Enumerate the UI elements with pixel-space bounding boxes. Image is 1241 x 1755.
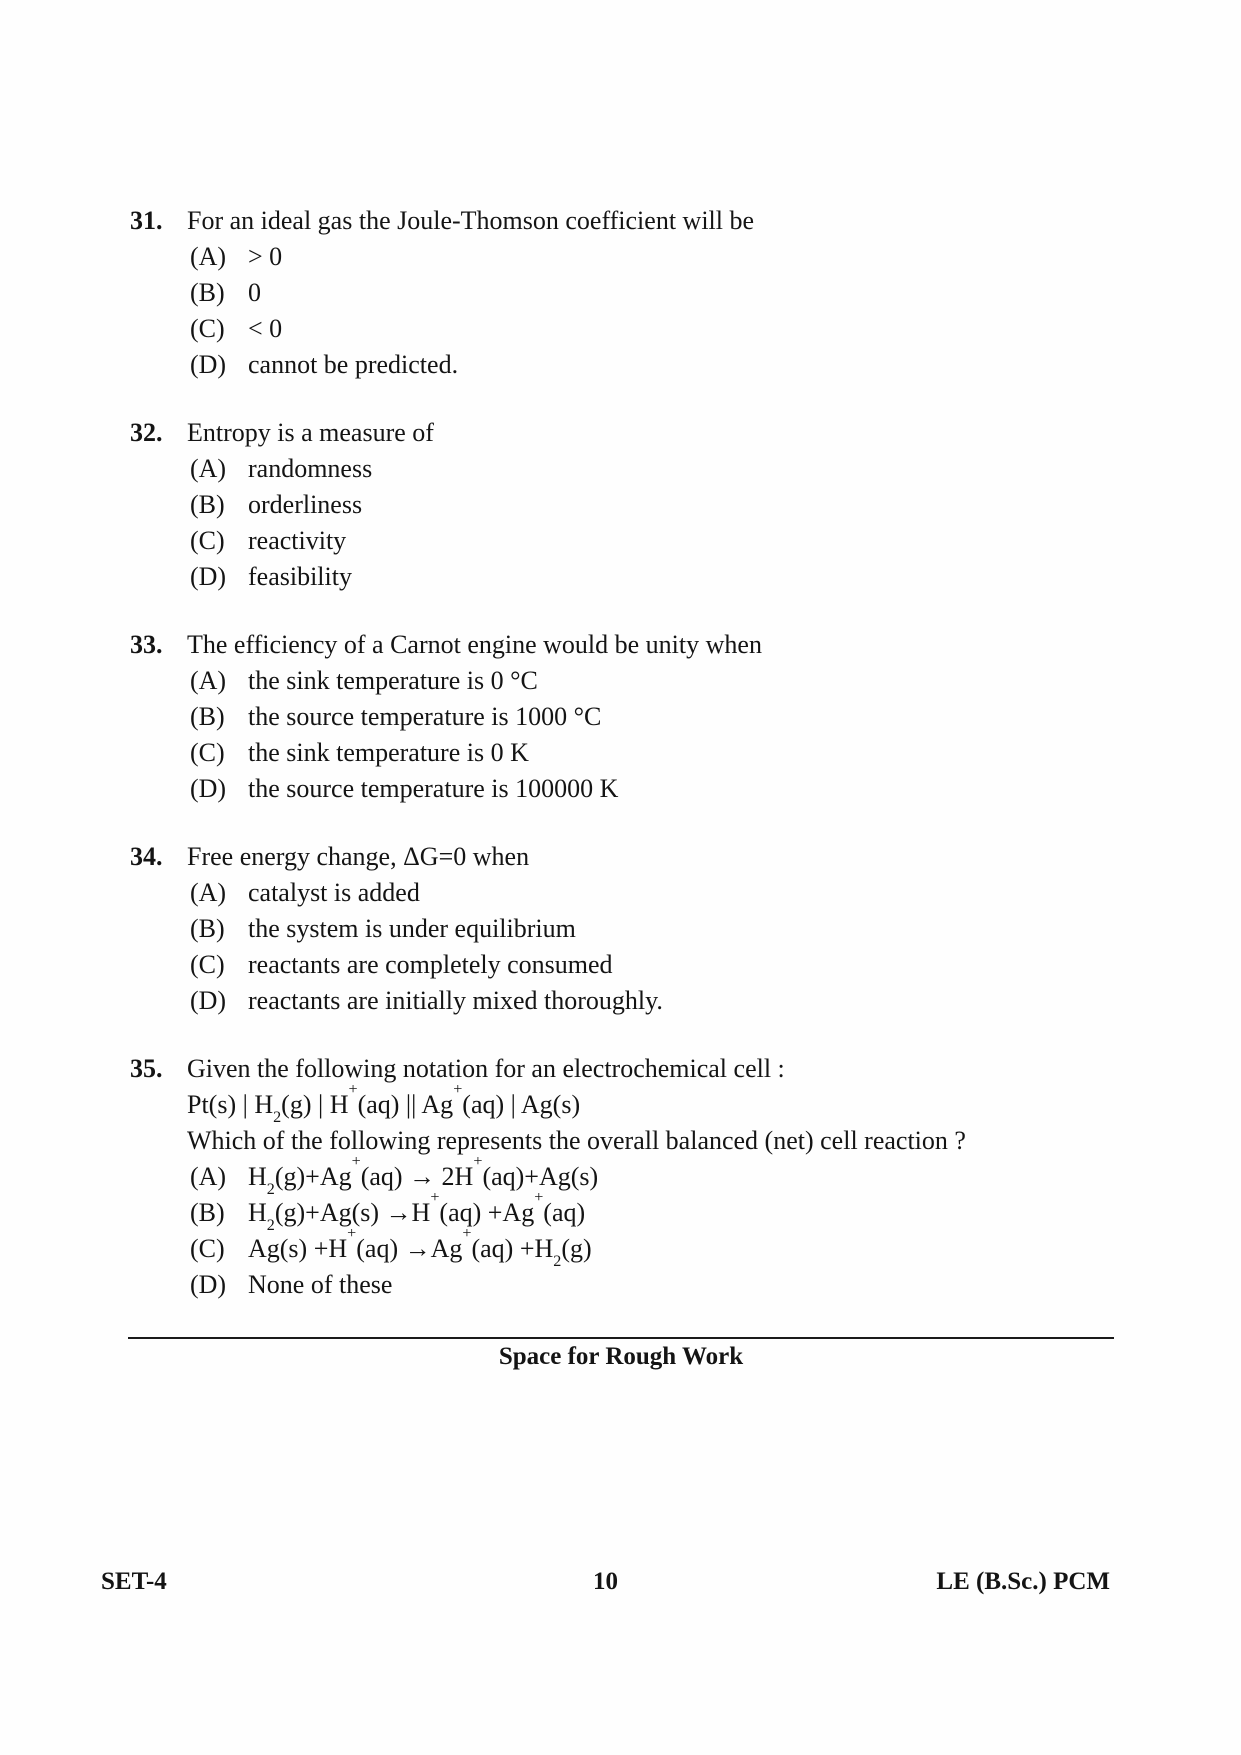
option <box>190 699 1125 735</box>
option <box>190 275 1125 311</box>
option-label: (A) <box>190 1162 227 1191</box>
page-footer <box>101 1566 1110 1598</box>
footer-course-label: LE (B.Sc.) PCM <box>936 1568 1110 1595</box>
question-body <box>187 415 1125 595</box>
option-text: feasibility <box>248 562 352 591</box>
option <box>190 947 1125 983</box>
options-list <box>190 451 1125 595</box>
option-text: 0 <box>248 278 261 307</box>
question-number: 35. <box>130 1054 163 1083</box>
option-label: (A) <box>190 878 227 907</box>
option-text: reactivity <box>248 526 347 555</box>
option <box>190 735 1125 771</box>
option-label: (B) <box>190 278 225 307</box>
option <box>190 487 1125 523</box>
question-number: 33. <box>130 630 163 659</box>
question-stem-line: Given the following notation for an electrochemical cell : <box>187 1054 785 1083</box>
question-body <box>187 1051 1125 1303</box>
question <box>130 1051 1125 1303</box>
question-body <box>187 203 1125 383</box>
question-body <box>187 627 1125 807</box>
option <box>190 1225 1125 1271</box>
option <box>190 983 1125 1019</box>
option <box>190 911 1125 947</box>
options-list <box>190 663 1125 807</box>
option-text: the source temperature is 100000 K <box>248 774 619 803</box>
supscript-text: + <box>462 1225 472 1243</box>
rough-work-label: Space for Rough Work <box>498 1343 744 1370</box>
option-text: None of these <box>248 1270 393 1299</box>
options-list <box>190 1153 1125 1303</box>
question-stem-line: Free energy change, ΔG=0 when <box>187 842 530 871</box>
footer-page-number: 10 <box>593 1568 618 1595</box>
options-list <box>190 875 1125 1019</box>
option-text: catalyst is added <box>248 878 420 907</box>
question-number: 32. <box>130 418 163 447</box>
option-label: (A) <box>190 454 227 483</box>
question-stem-line: Pt(s) | $H_2(g)$ | H+(aq) || Ag+(aq) | Ag(s) <box>187 1081 581 1127</box>
subscript-text: 2 <box>266 1181 275 1199</box>
question-stem-line: For an ideal gas the Joule-Thomson coefficient will be <box>187 206 755 235</box>
question <box>130 203 1125 383</box>
supscript-text: + <box>534 1189 544 1207</box>
option-text: cannot be predicted. <box>248 350 459 379</box>
option-text: orderliness <box>248 490 363 519</box>
option-text: reactants are initially mixed thoroughly. <box>248 986 663 1015</box>
option-text: < 0 <box>248 314 283 343</box>
option-text: reactants are completely consumed <box>248 950 613 979</box>
option-label: (D) <box>190 986 227 1015</box>
question-stem-line: Entropy is a measure of <box>187 418 434 447</box>
option <box>190 311 1125 347</box>
option-label: (A) <box>190 666 227 695</box>
option <box>190 1189 1125 1235</box>
option-label: (D) <box>190 562 227 591</box>
option <box>190 1267 1125 1303</box>
question-body <box>187 839 1125 1019</box>
option <box>190 559 1125 595</box>
option-text: the source temperature is 1000 °C <box>248 702 602 731</box>
option-text: the sink temperature is 0 K <box>248 738 529 767</box>
subscript-text: 2 <box>266 1217 275 1235</box>
option-label: (C) <box>190 950 225 979</box>
supscript-text: + <box>347 1225 357 1243</box>
supscript-text: + <box>453 1081 463 1099</box>
question-stem-line: Which of the following represents the overall balanced (net) cell reaction ? <box>187 1126 966 1155</box>
question <box>130 627 1125 807</box>
option-text: $H_2(g)+Ag^+(aq) \to 2H^+(aq)+Ag(s)$ <box>248 1153 599 1199</box>
option <box>190 239 1125 275</box>
supscript-text: + <box>348 1081 358 1099</box>
supscript-text: + <box>430 1189 440 1207</box>
option <box>190 663 1125 699</box>
option-label: (D) <box>190 1270 227 1299</box>
option-label: (C) <box>190 1234 225 1263</box>
option-text: $Ag(s) +H^+(aq) \to Ag^+(aq) +H_2(g)$ <box>248 1225 592 1271</box>
option-text: the system is under equilibrium <box>248 914 576 943</box>
option-text: randomness <box>248 454 373 483</box>
question-number: 34. <box>130 842 163 871</box>
option-label: (C) <box>190 526 225 555</box>
question-stem-line: The efficiency of a Carnot engine would be unity when <box>187 630 762 659</box>
supscript-text: + <box>473 1153 483 1171</box>
option <box>190 451 1125 487</box>
option-text: the sink temperature is 0 °C <box>248 666 538 695</box>
option <box>190 771 1125 807</box>
options-list <box>190 239 1125 383</box>
option-label: (B) <box>190 914 225 943</box>
option-text: > 0 <box>248 242 283 271</box>
option-label: (B) <box>190 702 225 731</box>
option-text: $H_2(g)+Ag(s) \to H^+(aq) +Ag^+(aq)$ <box>248 1189 586 1235</box>
option-label: (C) <box>190 314 225 343</box>
option <box>190 347 1125 383</box>
rough-work-section <box>128 1337 1114 1372</box>
option-label: (B) <box>190 490 225 519</box>
option-label: (A) <box>190 242 227 271</box>
option-label: (D) <box>190 774 227 803</box>
subscript-text: 2 <box>273 1109 282 1127</box>
question-list <box>130 203 1125 1335</box>
supscript-text: + <box>351 1153 361 1171</box>
subscript-text: 2 <box>553 1253 562 1271</box>
option-label: (D) <box>190 350 227 379</box>
question <box>130 415 1125 595</box>
option-label: (C) <box>190 738 225 767</box>
option <box>190 1153 1125 1199</box>
question-number: 31. <box>130 206 163 235</box>
option <box>190 875 1125 911</box>
footer-set-label: SET-4 <box>101 1568 167 1595</box>
option <box>190 523 1125 559</box>
question <box>130 839 1125 1019</box>
option-label: (B) <box>190 1198 225 1227</box>
